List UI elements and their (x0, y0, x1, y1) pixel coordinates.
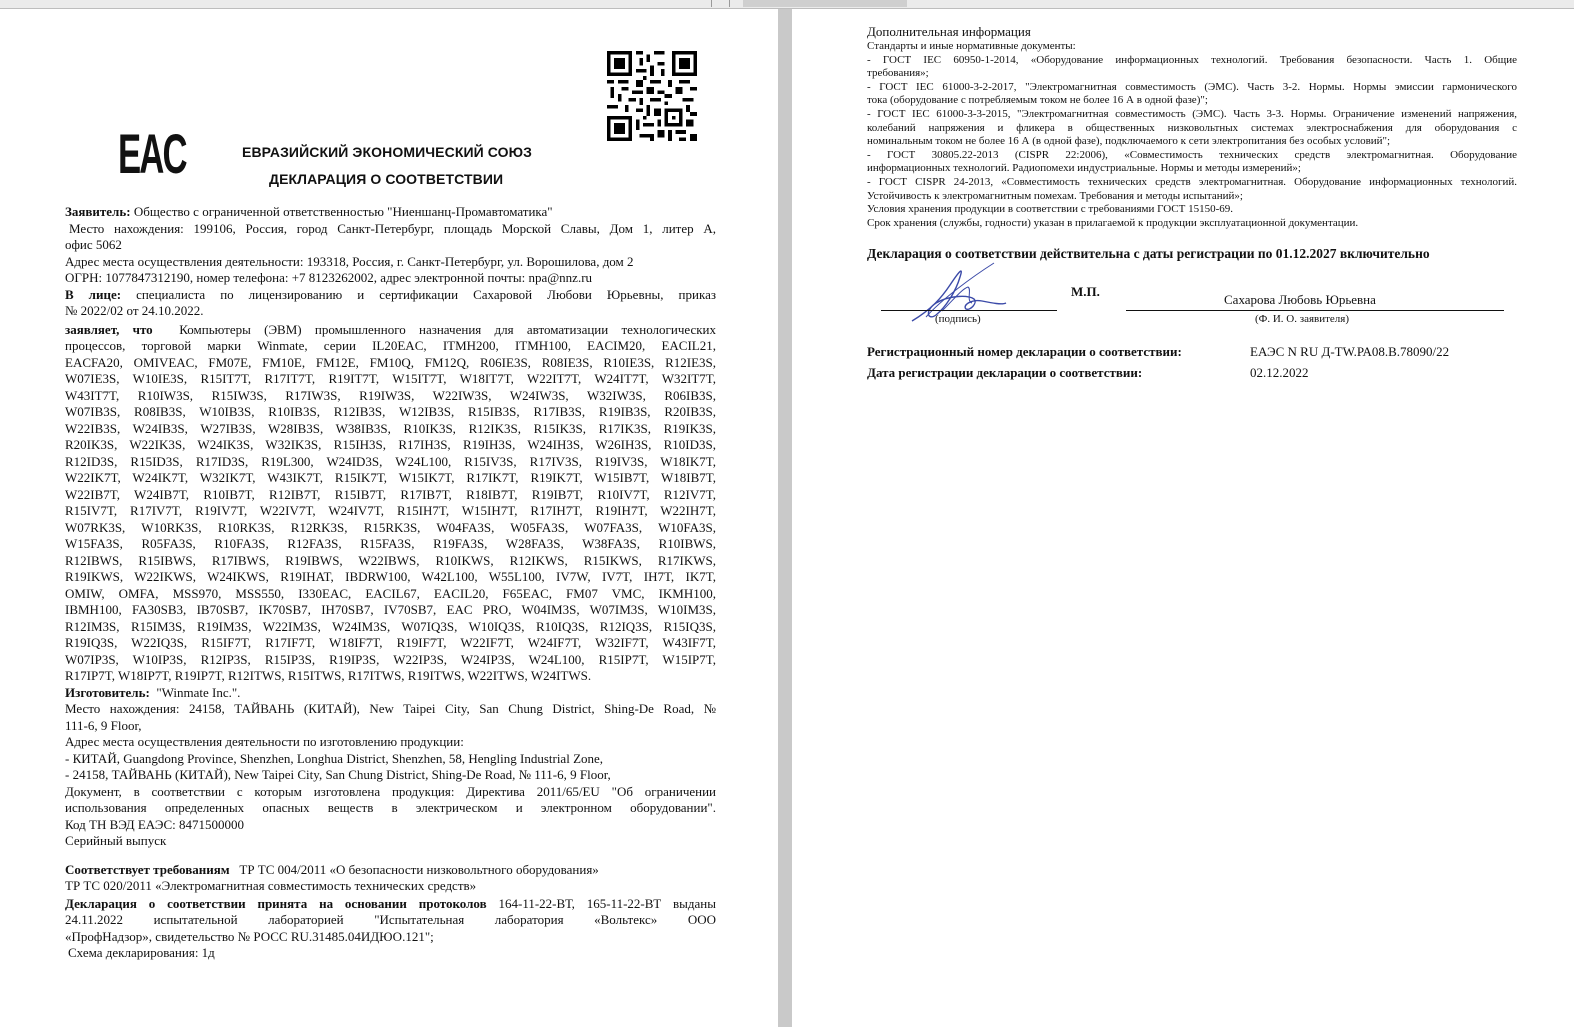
additional-info-line: требования»; (867, 67, 929, 80)
production-address: - 24158, ТАЙВАНЬ (КИТАЙ), New Taipei City, San Chung District, Shing-De Road, № 111-6, 9 Floor, (65, 767, 611, 782)
qr-code-icon (607, 51, 697, 141)
name-caption: (Ф. И. О. заявителя) (1255, 313, 1350, 325)
applicant-location-cont: офис 5062 (65, 237, 122, 252)
declares-line: R19IKWS, W22IKWS, W24IKWS, R19IHAT, IBDRW100, W42L100, W55L100, IV7W, IV7T, IH7T, IK7T, (65, 569, 716, 584)
declares-line: W07RK3S, W10RK3S, R10RK3S, R12RK3S, R15RK3S, W04FA3S, W05FA3S, W07FA3S, W10FA3S, (65, 519, 716, 535)
declares-line: R12IM3S, R15IM3S, R19IM3S, W22IM3S, W24IM3S, W07IQ3S, W10IQ3S, R10IQ3S, R12IQ3S, R15IQ3S, (65, 618, 716, 634)
name-line (1126, 310, 1504, 311)
declares-line: R17IP7T, W18IP7T, R19IP7T, R12ITWS, R15ITWS, R17ITWS, R19ITWS, W22ITWS, W24ITWS. (65, 668, 592, 683)
declaration-scheme: Схема декларирования: 1д (68, 945, 215, 960)
additional-info-line: Условия хранения продукции в соответствии с требованиями ГОСТ 15150-69. (867, 203, 1234, 216)
tr-ts-004: ТР ТС 004/2011 «О безопасности низковольтного оборудования» (239, 861, 599, 877)
serial-production: Серийный выпуск (65, 833, 167, 848)
declares-line: W07IP3S, W10IP3S, R12IP3S, R15IP3S, R19IP3S, W22IP3S, W24IP3S, W24L100, R15IP7T, W15IP7T, (65, 651, 716, 667)
union-title: ЕВРАЗИЙСКИЙ ЭКОНОМИЧЕСКИЙ СОЮЗ (242, 144, 533, 160)
additional-info-line: номинальным током не более 16 А (в одной фазе), подключаемого к сети электропитания без особых условий"; (867, 135, 1391, 148)
declares-line: R20IK3S, W22IK3S, W24IK3S, W32IK3S, R15IH3S, R17IH3S, R19IH3S, W24IH3S, W26IH3S, R10ID3S, (65, 437, 716, 452)
declares-line: W22IB3S, W24IB3S, W27IB3S, W28IB3S, W38IB3S, R10IK3S, R12IK3S, R15IK3S, R17IK3S, R19IK3S, (65, 420, 716, 436)
additional-info-line: - ГОСТ 30805.22-2013 (CISPR 22:2006), «Совместимость технических средств электромагнитная. Оборудование (867, 148, 1517, 161)
scroll-tick (711, 0, 712, 7)
declares-line: процессов, торговой марки Winmate, серии IL20EAC, ITMH200, ITMH100, EACIM20, EACIL21, (65, 338, 716, 353)
tn-ved-code: Код ТН ВЭД ЕАЭС: 8471500000 (65, 816, 244, 832)
document-title: ДЕКЛАРАЦИЯ О СООТВЕТСТВИИ (269, 171, 504, 187)
additional-info-line: Срок хранения (службы, годности) указан в прилагаемой к продукции эксплуатационной документации. (867, 216, 1359, 229)
tr-ts-020: ТР ТС 020/2011 «Электромагнитная совместимость технических средств» (65, 878, 477, 893)
declares-line: W43IT7T, R10IW3S, R15IW3S, R17IW3S, R19IW3S, W22IW3S, W24IW3S, W32IW3S, R06IB3S, (65, 387, 716, 403)
declares-line: W07IB3S, R08IB3S, W10IB3S, R10IB3S, R12IB3S, W12IB3S, R15IB3S, R17IB3S, R19IB3S, R20IB3S, (65, 404, 716, 419)
registration-number-label: Регистрационный номер декларации о соответствии: (867, 344, 1182, 359)
declares-line: W07IE3S, W10IE3S, R15IT7T, R17IT7T, R19IT7T, W15IT7T, W18IT7T, W22IT7T, W24IT7T, W32IT7T, (65, 371, 716, 386)
applicant-label: Заявитель: (65, 204, 131, 219)
applicant-location: Место нахождения: 199106, Россия, город Санкт-Петербург, площадь Морской Славы, Дом 1, литер А, (69, 220, 716, 236)
basis-certificate: «ПрофНадзор», свидетельство № РОСС RU.31485.04ИДЮО.121"; (65, 928, 434, 944)
additional-info-line: - ГОСТ IEC 60950-1-2014, «Оборудование информационных технологий. Требования безопасности. Часть 1. Общие (867, 53, 1517, 66)
scroll-tick (729, 0, 730, 7)
basis-lab: 24.11.2022 испытательной лабораторией "Испытательная лаборатория «Вольтекс» ООО (65, 912, 716, 927)
additional-info-line: колебаний напряжения и фликера в общественных низковольтных системах электроснабжения для оборудования с (867, 121, 1517, 134)
validity-statement: Декларация о соответствии действительна с даты регистрации по 01.12.2027 включительно (867, 246, 1430, 261)
applicant-ogrn: ОГРН: 1077847312190, номер телефона: +7 8123262002, адрес электронной почты: npa@nnz.ru (65, 270, 593, 285)
declares-line: Компьютеры (ЭВМ) промышленного назначения для автоматизации технологических (179, 321, 716, 337)
registration-date: 02.12.2022 (1250, 365, 1309, 380)
production-address-label: Адрес места осуществления деятельности по изготовлению продукции: (65, 734, 464, 749)
eac-logo: EAC (118, 122, 186, 185)
production-address: - КИТАЙ, Guangdong Province, Shenzhen, Longhua District, Shenzhen, 58, Hengling Industrial Zone, (65, 750, 604, 766)
basis-protocols: 164-11-22-ВТ, 165-11-22-ВТ выданы (498, 895, 716, 911)
declares-line: R12ID3S, R15ID3S, R17ID3S, R19L300, W24ID3S, W24L100, R15IV3S, R17IV3S, R19IV3S, W18IK7T, (65, 453, 716, 469)
declares-line: W22IK7T, W24IK7T, W32IK7T, W43IK7T, R15IK7T, W15IK7T, R17IK7T, R19IK7T, W15IB7T, W18IB7T, (65, 470, 716, 485)
additional-info-line: Стандарты и иные нормативные документы: (867, 40, 1076, 52)
person-text: специалиста по лицензированию и сертификации Сахаровой Любови Юрьевны, приказ (136, 286, 716, 302)
additional-info-line: - ГОСТ CISPR 24-2013, «Совместимость технических средств электромагнитная. Оборудование информационных технологий. (867, 175, 1517, 188)
person-label: В лице: (65, 286, 122, 302)
registration-number: ЕАЭС N RU Д-TW.РА08.В.78090/22 (1250, 344, 1450, 359)
registration-date-label: Дата регистрации декларации о соответствии: (867, 365, 1143, 380)
applicant-activity-address: Адрес места осуществления деятельности: 193318, Россия, г. Санкт-Петербург, ул. Ворошилова, дом 2 (65, 253, 634, 269)
compliance-label: Соответствует требованиям (65, 861, 230, 877)
manufacturer-name: "Winmate Inc.". (156, 684, 241, 700)
declares-line: OMIW, OMFA, MSS970, MSS550, I330EAC, EACIL67, EACIL20, F65EAC, FM07 VMC, IKMH100, (65, 585, 716, 601)
person-order: № 2022/02 от 24.10.2022. (65, 303, 204, 318)
applicant-block (65, 204, 716, 962)
stamp-place: М.П. (1071, 284, 1100, 299)
additional-info-line: информационных технологий. Радиопомехи индустриальные. Нормы и методы измерений»; (867, 162, 1301, 175)
additional-info-line: - ГОСТ IEC 61000-3-2-2017, "Электромагнитная совместимость (ЭМС). Часть 3-2. Нормы. Нормы эмиссии гармонического (867, 80, 1517, 93)
declares-line: W22IB7T, W24IB7T, R10IB7T, R12IB7T, R15IB7T, R17IB7T, R18IB7T, R19IB7T, R10IV7T, R12IV7T, (65, 486, 716, 502)
declares-line: R12IBWS, R15IBWS, R17IBWS, R19IBWS, W22IBWS, R10IKWS, R12IKWS, R15IKWS, R17IKWS, (65, 552, 716, 568)
document-page-1 (0, 9, 778, 1027)
additional-info-line: - ГОСТ IEC 61000-3-3-2015, "Электромагнитная совместимость (ЭМС). Часть 3-3. Нормы. Ограничение изменений напряжения, (867, 107, 1517, 120)
additional-info (867, 24, 1517, 230)
manufacturer-document-cont: использования определенных опасных веществ в электрическом и электронном оборудовании". (65, 800, 716, 815)
manufacturer-label: Изготовитель: (65, 684, 150, 700)
declares-line: EACFA20, OMIVEAC, FM07E, FM10E, FM12E, FM10Q, FM12Q, R06IE3S, R08IE3S, R10IE3S, R12IE3S, (65, 354, 716, 370)
declares-line: IBMH100, FA30SB3, IB70SB7, IK70SB7, IH70SB7, IV70SB7, EAC PRO, W04IM3S, W07IM3S, W10IM3S, (65, 602, 716, 617)
applicant-name: Общество с ограниченной ответственностью "Ниеншанц-Промавтоматика" (133, 204, 553, 219)
additional-info-title: Дополнительная информация (867, 24, 1031, 39)
declares-line: W15FA3S, R05FA3S, R10FA3S, R12FA3S, R15FA3S, R19FA3S, W28FA3S, W38FA3S, R10IBWS, (65, 536, 716, 551)
manufacturer-location-cont: 111-6, 9 Floor, (65, 717, 142, 733)
scrollbar-thumb[interactable] (743, 0, 907, 7)
declares-line: R19IQ3S, W22IQ3S, R15IF7T, R17IF7T, W18IF7T, R19IF7T, W22IF7T, W24IF7T, W32IF7T, W43IF7T, (65, 635, 716, 650)
signature-caption: (подпись) (935, 313, 981, 325)
signer-name: Сахарова Любовь Юрьевна (1224, 292, 1376, 307)
basis-label: Декларация о соответствии принята на основании протоколов (65, 895, 487, 911)
signature-line (881, 310, 1057, 311)
document-page-2 (792, 9, 1574, 1027)
additional-info-line: Устойчивость к электромагнитным помехам. Требования и методы испытаний»; (867, 189, 1243, 202)
additional-info-line: тока (оборудование с потребляемым током не более 16 А в одной фазе)"; (867, 94, 1208, 107)
declares-line: R15IV7T, R17IV7T, R19IV7T, W22IV7T, W24IV7T, R15IH7T, W15IH7T, R17IH7T, R19IH7T, W22IH7T, (65, 503, 716, 518)
viewer-top-scrollbar[interactable] (0, 0, 1574, 9)
declares-label: заявляет, что (65, 321, 153, 337)
manufacturer-document: Документ, в соответствии с которым изготовлена продукция: Директива 2011/65/EU "Об ограничении (65, 783, 716, 799)
manufacturer-location: Место нахождения: 24158, ТАЙВАНЬ (КИТАЙ), New Taipei City, San Chung District, Shing-De Road, № (65, 701, 716, 716)
